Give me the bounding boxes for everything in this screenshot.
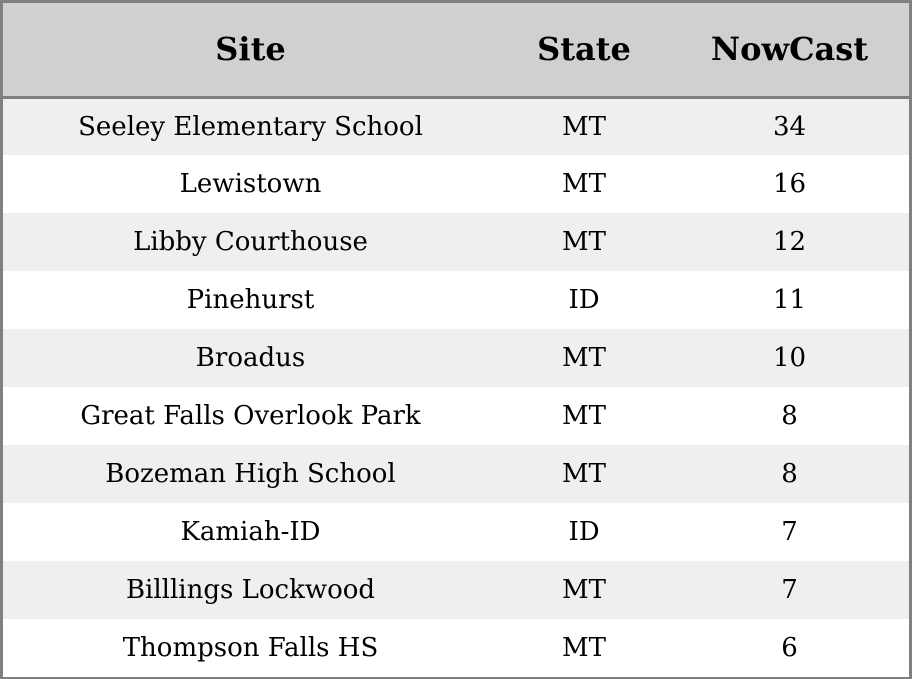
nowcast-cell: 8 [781,459,798,489]
nowcast-cell: 16 [772,169,807,199]
site-cell: Broadus [195,343,306,373]
column-header-nowcast: NowCast [670,3,909,97]
site-cell: Billlings Lockwood [125,575,376,605]
nowcast-cell: 8 [781,401,798,431]
table-row [3,213,909,271]
site-cell: Great Falls Overlook Park [80,401,421,431]
nowcast-cell: 10 [772,343,807,373]
table-row [3,155,909,213]
site-cell: Pinehurst [186,285,315,315]
state-cell: MT [562,111,606,142]
state-cell: ID [568,517,600,547]
state-cell: MT [562,575,606,605]
table-row [3,503,909,561]
nowcast-cell: 6 [781,633,798,663]
nowcast-cell: 7 [781,517,798,547]
table-row [3,271,909,329]
header-row [3,3,909,97]
site-cell: Libby Courthouse [133,227,368,257]
table-row [3,619,909,677]
state-cell: MT [562,633,606,663]
site-cell: Seeley Elementary School [78,111,423,142]
table-row [3,561,909,619]
table-row [3,329,909,387]
state-cell: MT [562,169,606,199]
column-header-state: State [498,3,670,97]
site-cell: Lewistown [179,169,322,199]
nowcast-cell: 7 [781,575,798,605]
state-cell: MT [562,227,606,257]
state-cell: MT [562,401,606,431]
table-row [3,387,909,445]
table-row [3,97,909,155]
site-cell: Thompson Falls HS [122,633,379,663]
state-cell: ID [568,285,600,315]
table-row [3,445,909,503]
nowcast-cell: 12 [772,227,807,257]
nowcast-cell: 34 [772,111,807,142]
nowcast-cell: 11 [772,285,807,315]
site-cell: Kamiah-ID [180,517,321,547]
state-cell: MT [562,343,606,373]
column-header-site: Site [3,3,498,97]
nowcast-table [3,3,909,677]
table-header [3,3,909,97]
state-cell: MT [562,459,606,489]
site-cell: Bozeman High School [105,459,396,489]
table-body [3,97,909,677]
